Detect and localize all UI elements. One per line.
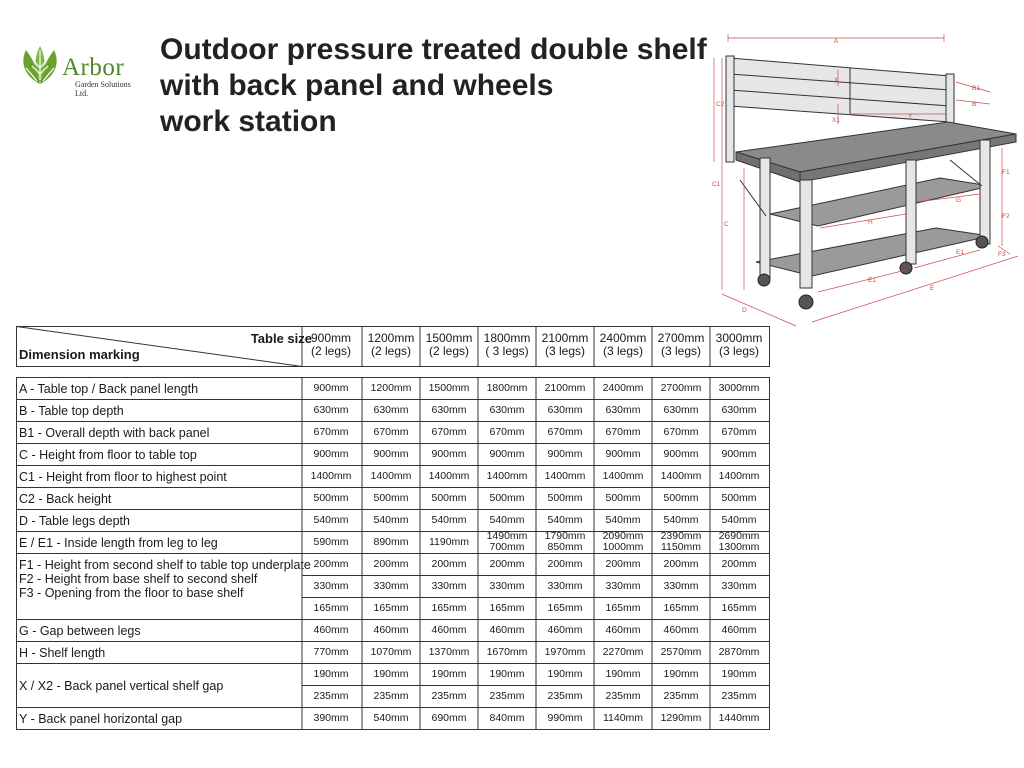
table-cell: 235mm: [313, 689, 349, 702]
table-cell: 190mm: [547, 667, 583, 680]
table-cell: 2570mm: [660, 645, 702, 658]
table-cell: 1500mm: [428, 381, 470, 394]
row-label: [19, 558, 311, 600]
size-column-header: [652, 332, 710, 358]
table-cell: 330mm: [431, 579, 467, 592]
table-cell: 1400mm: [660, 469, 702, 482]
table-cell: 500mm: [373, 491, 409, 504]
table-cell: 390mm: [313, 711, 349, 724]
table-cell: 235mm: [547, 689, 583, 702]
table-cell: 1140mm: [602, 711, 644, 724]
table-cell: 900mm: [313, 447, 349, 460]
table-cell: 200mm: [373, 557, 409, 570]
dim-label-x: X: [834, 77, 839, 84]
table-cell: 1370mm: [428, 645, 470, 658]
cell-value-e1: 700mm: [489, 541, 525, 553]
size-column-header: [302, 332, 360, 358]
dim-label-c1: C1: [712, 181, 721, 188]
cell-value-e: 2090mm: [602, 530, 644, 542]
column-size: 2100mm: [541, 331, 589, 345]
column-legs: (3 legs): [718, 344, 759, 358]
table-cell: 330mm: [373, 579, 409, 592]
table-cell: 460mm: [373, 623, 409, 636]
table-cell: 670mm: [489, 425, 525, 438]
table-cell: 190mm: [431, 667, 467, 680]
table-cell: 2700mm: [660, 381, 702, 394]
table-cell: 630mm: [605, 403, 641, 416]
dim-label-g: G: [956, 197, 962, 204]
table-cell: 200mm: [605, 557, 641, 570]
row-label: B1 - Overall depth with back panel: [19, 426, 210, 440]
table-cell: 630mm: [431, 403, 467, 416]
table-cell: 990mm: [547, 711, 583, 724]
table-cell: 1190mm: [428, 535, 470, 548]
cell-value-e: 2390mm: [660, 530, 702, 542]
table-cell: [536, 531, 594, 553]
table-cell: 630mm: [313, 403, 349, 416]
table-cell: 540mm: [431, 513, 467, 526]
dim-label-f2: F2: [1002, 213, 1010, 220]
table-cell: [594, 531, 652, 553]
table-cell: 2100mm: [544, 381, 586, 394]
table-cell: 190mm: [663, 667, 699, 680]
table-cell: 200mm: [663, 557, 699, 570]
cell-value-e1: 850mm: [547, 541, 583, 553]
cell-value-e1: 1300mm: [718, 541, 760, 553]
size-column-header: [478, 332, 536, 358]
table-cell: 630mm: [663, 403, 699, 416]
dim-label-e1: E1: [956, 249, 964, 256]
arbor-logo: [18, 44, 143, 98]
row-label: H - Shelf length: [19, 646, 106, 660]
brand-subtitle: Garden Solutions Ltd.: [75, 80, 131, 98]
column-legs: (3 legs): [602, 344, 643, 358]
column-size: 1200mm: [367, 331, 415, 345]
table-cell: 460mm: [547, 623, 583, 636]
brand-name: Arbor: [62, 54, 125, 81]
table-cell: 235mm: [373, 689, 409, 702]
size-column-header: [594, 332, 652, 358]
table-cell: 500mm: [313, 491, 349, 504]
cell-value-e1: 1000mm: [602, 541, 644, 553]
table-cell: 500mm: [489, 491, 525, 504]
dim-label-f3: F3: [998, 251, 1006, 258]
table-cell: 500mm: [547, 491, 583, 504]
table-cell: 165mm: [721, 601, 757, 614]
cell-value-e: 1790mm: [544, 530, 586, 542]
table-cell: 200mm: [489, 557, 525, 570]
table-cell: 630mm: [547, 403, 583, 416]
table-cell: 1670mm: [486, 645, 528, 658]
row-label-line: F3 - Opening from the floor to base shelf: [19, 586, 244, 600]
table-cell: 190mm: [605, 667, 641, 680]
dim-label-x1: X1: [832, 117, 840, 124]
table-cell: 630mm: [373, 403, 409, 416]
table-cell: 900mm: [313, 381, 349, 394]
column-size: 900mm: [310, 331, 351, 345]
table-cell: 500mm: [663, 491, 699, 504]
table-cell: 1800mm: [486, 381, 528, 394]
table-cell: 540mm: [373, 711, 409, 724]
table-cell: 630mm: [489, 403, 525, 416]
table-cell: [710, 531, 768, 553]
row-label: B - Table top depth: [19, 404, 124, 418]
table-cell: 840mm: [489, 711, 525, 724]
table-cell: 1200mm: [370, 381, 412, 394]
table-cell: 540mm: [721, 513, 757, 526]
row-label: C1 - Height from floor to highest point: [19, 470, 227, 484]
dim-label-e: E: [930, 285, 935, 292]
table-cell: 540mm: [547, 513, 583, 526]
table-cell: 200mm: [721, 557, 757, 570]
column-size: 3000mm: [715, 331, 763, 345]
size-column-header: [362, 332, 420, 358]
table-cell: 670mm: [373, 425, 409, 438]
table-cell: 190mm: [721, 667, 757, 680]
table-cell: 900mm: [663, 447, 699, 460]
row-label: Y - Back panel horizontal gap: [19, 712, 183, 726]
table-cell: 890mm: [373, 535, 409, 548]
table-cell: 330mm: [663, 579, 699, 592]
table-cell: 235mm: [431, 689, 467, 702]
table-cell: 165mm: [373, 601, 409, 614]
table-cell: 500mm: [605, 491, 641, 504]
column-legs: (2 legs): [428, 344, 469, 358]
row-label: A - Table top / Back panel length: [19, 382, 199, 396]
table-cell: 540mm: [313, 513, 349, 526]
column-legs: ( 3 legs): [485, 344, 529, 358]
size-column-header: [536, 332, 594, 358]
table-cell: 165mm: [605, 601, 641, 614]
table-cell: 690mm: [431, 711, 467, 724]
table-cell: 1400mm: [370, 469, 412, 482]
row-label: C - Height from floor to table top: [19, 448, 197, 462]
table-cell: 1440mm: [718, 711, 760, 724]
table-cell: 540mm: [605, 513, 641, 526]
table-cell: 460mm: [313, 623, 349, 636]
size-column-header: [420, 332, 478, 358]
title-line: Outdoor pressure treated double shelf: [160, 33, 707, 66]
table-cell: 670mm: [547, 425, 583, 438]
page-title: [160, 32, 740, 140]
table-cell: 1400mm: [718, 469, 760, 482]
table-cell: 200mm: [431, 557, 467, 570]
size-header: [16, 326, 770, 367]
table-cell: 330mm: [489, 579, 525, 592]
size-column-header: [710, 332, 768, 358]
table-cell: 670mm: [313, 425, 349, 438]
column-size: 2700mm: [657, 331, 705, 345]
column-size: 1500mm: [425, 331, 473, 345]
table-cell: 1290mm: [660, 711, 702, 724]
table-cell: 900mm: [721, 447, 757, 460]
table-cell: 165mm: [313, 601, 349, 614]
table-cell: 590mm: [313, 535, 349, 548]
table-cell: 1400mm: [310, 469, 352, 482]
table-cell: 235mm: [663, 689, 699, 702]
table-cell: 2400mm: [602, 381, 644, 394]
table-cell: 460mm: [489, 623, 525, 636]
table-size-label: Table size: [250, 331, 312, 346]
table-cell: 630mm: [721, 403, 757, 416]
dimension-marking-label: Dimension marking: [19, 347, 140, 362]
table-cell: 200mm: [313, 557, 349, 570]
column-size: 2400mm: [599, 331, 647, 345]
table-cell: 770mm: [313, 645, 349, 658]
table-cell: 1400mm: [602, 469, 644, 482]
table-cell: 900mm: [431, 447, 467, 460]
dim-label-b1: B1: [972, 85, 980, 92]
column-legs: (3 legs): [660, 344, 701, 358]
row-label: G - Gap between legs: [19, 624, 141, 638]
table-cell: 3000mm: [718, 381, 760, 394]
table-cell: 1400mm: [486, 469, 528, 482]
table-cell: 670mm: [431, 425, 467, 438]
table-cell: 330mm: [605, 579, 641, 592]
table-cell: 1400mm: [428, 469, 470, 482]
table-cell: 200mm: [547, 557, 583, 570]
table-cell: 165mm: [547, 601, 583, 614]
table-cell: [478, 531, 536, 553]
workstation-diagram: [700, 30, 1024, 330]
dim-label-c2: C2: [716, 101, 725, 108]
table-cell: [652, 531, 710, 553]
table-cell: 540mm: [373, 513, 409, 526]
table-cell: 190mm: [313, 667, 349, 680]
table-cell: 460mm: [663, 623, 699, 636]
dim-label-y: Y: [908, 113, 913, 120]
table-cell: 670mm: [721, 425, 757, 438]
table-cell: 670mm: [663, 425, 699, 438]
cell-value-e1: 1150mm: [660, 541, 702, 553]
column-legs: (2 legs): [310, 344, 351, 358]
table-cell: 900mm: [605, 447, 641, 460]
table-cell: 190mm: [373, 667, 409, 680]
table-cell: 1400mm: [544, 469, 586, 482]
dim-label-b: B: [972, 101, 977, 108]
column-size: 1800mm: [483, 331, 531, 345]
dimensions-table: [16, 377, 770, 733]
table-cell: 540mm: [663, 513, 699, 526]
cell-value-e: 1490mm: [486, 530, 528, 542]
table-cell: 1070mm: [370, 645, 412, 658]
title-line: work station: [160, 105, 337, 138]
dim-label-h: H: [868, 219, 873, 226]
column-legs: (3 legs): [544, 344, 585, 358]
table-cell: 460mm: [605, 623, 641, 636]
row-label: D - Table legs depth: [19, 514, 130, 528]
table-cell: 330mm: [547, 579, 583, 592]
table-cell: 460mm: [431, 623, 467, 636]
row-label-line: F1 - Height from second shelf to table top underplate: [19, 558, 311, 572]
row-label: E / E1 - Inside length from leg to leg: [19, 536, 218, 550]
table-cell: 670mm: [605, 425, 641, 438]
row-label: C2 - Back height: [19, 492, 112, 506]
dim-label-e1-lower: E1: [868, 277, 876, 284]
table-cell: 900mm: [547, 447, 583, 460]
table-cell: 235mm: [721, 689, 757, 702]
title-line: with back panel and wheels: [160, 69, 554, 102]
dim-label-a: A: [834, 38, 839, 45]
dim-label-d: D: [742, 307, 747, 314]
dim-label-f1: F1: [1002, 169, 1010, 176]
table-cell: 190mm: [489, 667, 525, 680]
row-label-line: F2 - Height from base shelf to second shelf: [19, 572, 258, 586]
table-cell: 540mm: [489, 513, 525, 526]
table-cell: 165mm: [489, 601, 525, 614]
row-label: X / X2 - Back panel vertical shelf gap: [19, 679, 224, 693]
table-cell: 500mm: [431, 491, 467, 504]
table-cell: 330mm: [313, 579, 349, 592]
table-cell: 235mm: [489, 689, 525, 702]
dim-label-c: C: [724, 221, 729, 228]
table-cell: 460mm: [721, 623, 757, 636]
cell-value-e: 2690mm: [718, 530, 760, 542]
table-cell: 500mm: [721, 491, 757, 504]
table-cell: 1970mm: [544, 645, 586, 658]
table-cell: 165mm: [431, 601, 467, 614]
table-cell: 2270mm: [602, 645, 644, 658]
leaf-icon: [18, 44, 62, 90]
table-cell: 235mm: [605, 689, 641, 702]
table-cell: 165mm: [663, 601, 699, 614]
table-cell: 2870mm: [718, 645, 760, 658]
column-legs: (2 legs): [370, 344, 411, 358]
table-cell: 900mm: [373, 447, 409, 460]
table-cell: 900mm: [489, 447, 525, 460]
table-cell: 330mm: [721, 579, 757, 592]
